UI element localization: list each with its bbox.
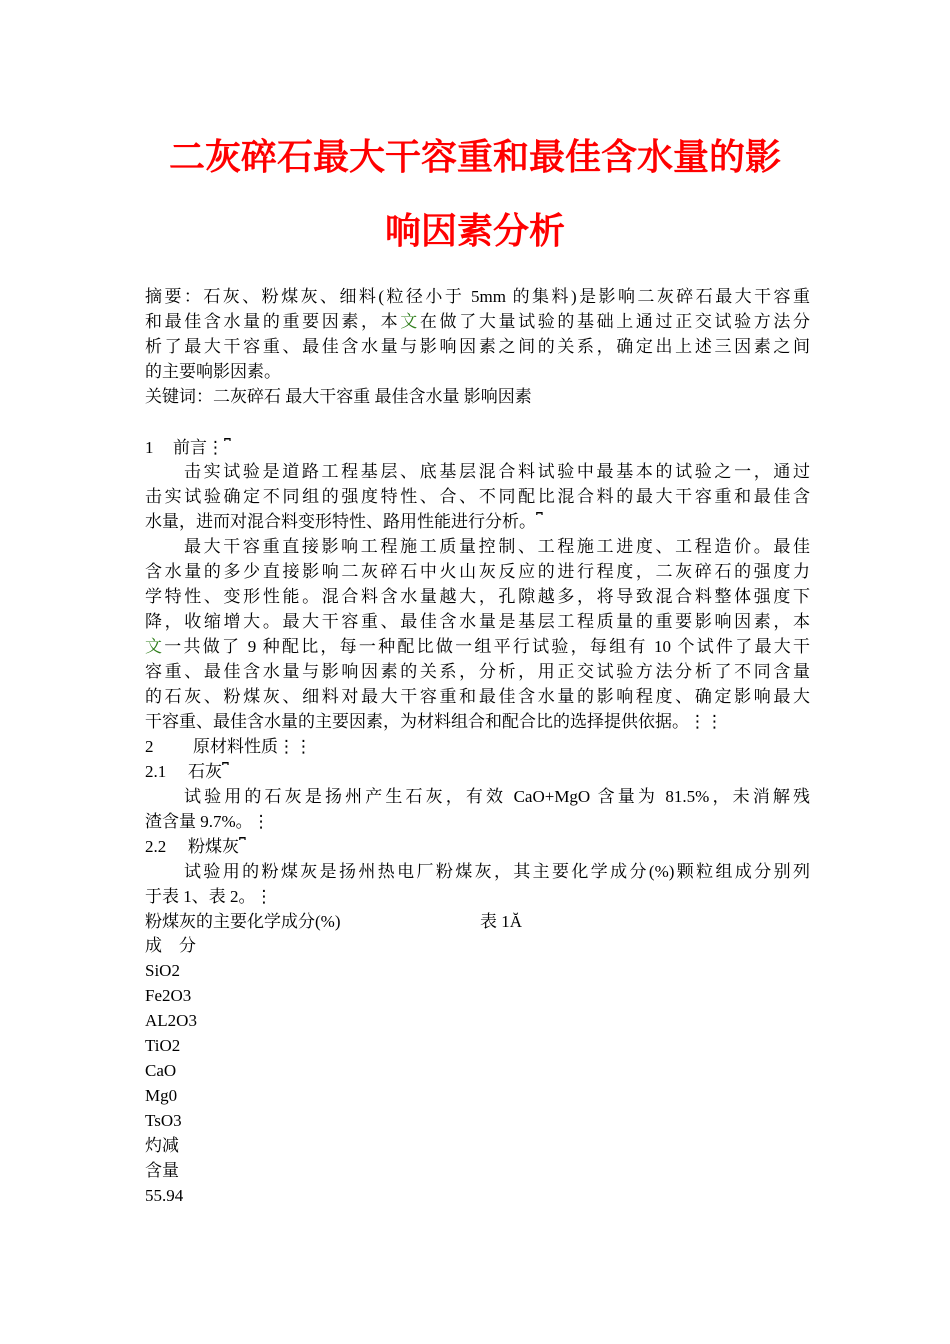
section-2-heading: 2 原材料性质⋮⋮ <box>145 737 312 757</box>
abstract-line-1: 摘要：石灰、粉煤灰、细料(粒径小于 5mm 的集料)是影响二灰碎石最大干容重 <box>145 287 810 306</box>
edit-mark: ⋮⎴ <box>207 438 231 458</box>
edit-mark: ⋮⋮ <box>689 712 723 732</box>
s1-p2-line-7: 的石灰、粉煤灰、细料对最大干容重和最佳含水量的影响程度、确定影响最大 <box>145 687 810 706</box>
abstract-line-2: 和最佳含水量的重要因素，本文在做了大量试验的基础上通过正交试验方法分 <box>145 312 811 331</box>
abstract-line-4: 的主要响影因素。 <box>145 362 281 381</box>
edit-mark: ⋮⋮ <box>278 737 312 757</box>
edit-mark: ⋮ <box>255 887 273 907</box>
table-cell: CaO <box>145 1061 177 1080</box>
table-cell: TiO2 <box>145 1036 181 1055</box>
s21-line-2: 渣含量 9.7%。⋮ <box>145 812 270 832</box>
green-highlight: 文 <box>145 637 165 656</box>
section-2-2-heading: 2.2 粉煤灰⎴ <box>145 837 246 857</box>
s1-p2-line-2: 含水量的多少直接影响二灰碎石中火山灰反应的进行程度，二灰碎石的强度力 <box>145 562 810 581</box>
table-cell: 成 分 <box>145 936 196 955</box>
table-cell: 含量 <box>145 1161 179 1180</box>
s1-p2-line-8: 干容重、最佳含水量的主要因素，为材料组合和配合比的选择提供依据。⋮⋮ <box>145 712 723 732</box>
s1-p2-line-3: 学特性、变形性能。混合料含水量越大，孔隙越多，将导致混合料整体强度下 <box>145 587 810 606</box>
table-cell: 灼减 <box>145 1136 179 1155</box>
abstract-line-3: 析了最大干容重、最佳含水量与影响因素之间的关系，确定出上述三因素之间 <box>145 337 810 356</box>
table-cell: AL2O3 <box>145 1011 197 1030</box>
table-cell: Fe2O3 <box>145 986 192 1005</box>
table-cell: 55.94 <box>145 1186 184 1205</box>
s22-line-2: 于表 1、表 2。⋮ <box>145 887 273 907</box>
s1-p1-line-3: 水量，进而对混合料变形特性、路用性能进行分析。⎴ <box>145 512 543 532</box>
s1-p1-line-2: 击实试验确定不同组的强度特性、合、不同配比混合料的最大干容重和最佳含 <box>145 487 810 506</box>
table-cell: TsO3 <box>145 1111 182 1130</box>
table-cell: SiO2 <box>145 961 180 980</box>
title-line-1: 二灰碎石最大干容重和最佳含水量的影 <box>168 137 781 178</box>
edit-mark: ⋮ <box>252 812 270 832</box>
s1-p2-line-5: 文一共做了 9 种配比，每一种配比做一组平行试验，每组有 10 个试件了最大干 <box>145 637 811 656</box>
s1-p2-line-1: 最大干容重直接影响工程施工质量控制、工程施工进度、工程造价。最佳 <box>184 537 810 556</box>
edit-mark: ⎴ <box>222 762 229 782</box>
s1-p2-line-6: 容重、最佳含水量与影响因素的关系，分析，用正交试验方法分析了不同含量 <box>145 662 810 681</box>
section-2-1-heading: 2.1 石灰⎴ <box>145 762 229 782</box>
table-1-caption: 粉煤灰的主要化学成分(%) 表 1Ă <box>145 912 523 931</box>
edit-mark: ⎴ <box>239 837 246 857</box>
s1-p2-line-4: 降，收缩增大。最大干容重、最佳含水量是基层工程质量的重要影响因素，本 <box>145 612 810 631</box>
edit-mark: ⎴ <box>536 512 543 532</box>
keywords: 关键词：二灰碎石 最大干容重 最佳含水量 影响因素 <box>145 387 532 406</box>
section-1-heading: 1 前言⋮⎴ <box>145 438 231 458</box>
table-1-label: 表 1Ă <box>480 912 523 931</box>
green-highlight: 文 <box>400 312 420 331</box>
table-cell: Mg0 <box>145 1086 178 1105</box>
s21-line-1: 试验用的石灰是扬州产生石灰，有效 CaO+MgO 含量为 81.5%，未消解残 <box>184 787 810 806</box>
title-line-2: 响因素分析 <box>384 211 565 252</box>
s22-line-1: 试验用的粉煤灰是扬州热电厂粉煤灰，其主要化学成分(%)颗粒组成分别列 <box>184 862 810 881</box>
s1-p1-line-1: 击实试验是道路工程基层、底基层混合料试验中最基本的试验之一，通过 <box>184 462 810 481</box>
